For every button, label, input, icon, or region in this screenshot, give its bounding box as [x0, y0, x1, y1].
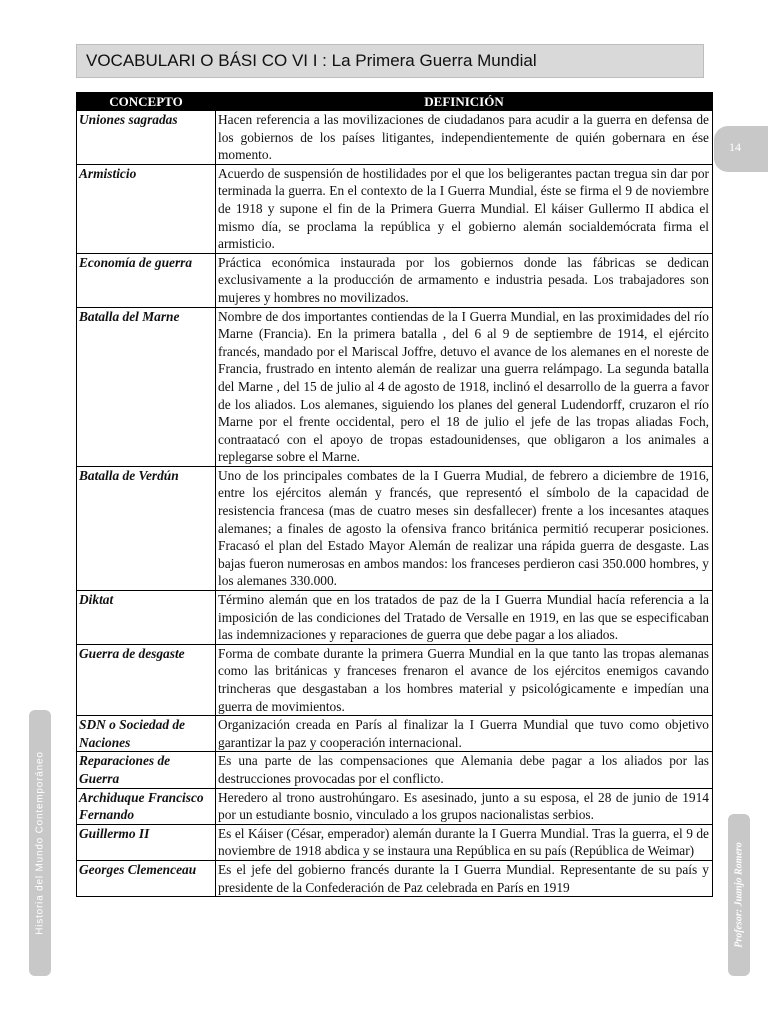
definition-cell: Hacen referencia a las movilizaciones de ciudadanos para acudir a la guerra en defensa de los gobiernos de los países litigantes, independientemente de quién gobernara en ése momento.: [216, 111, 713, 165]
table-row: [77, 860, 713, 896]
table-row: [77, 466, 713, 590]
definition-cell: Heredero al trono austrohúngaro. Es asesinado, junto a su esposa, el 28 de junio de 1914 por un estudiante bosnio, vinculado a los grupos nacionalistas serbios.: [216, 788, 713, 824]
table-row: [77, 591, 713, 645]
right-margin-tab: [728, 814, 750, 976]
concept-cell: Diktat: [77, 591, 216, 645]
right-margin-label: Profesor: Juanjo Romero: [733, 842, 745, 948]
concept-cell: SDN o Sociedad de Naciones: [77, 716, 216, 752]
table-row: [77, 307, 713, 466]
table-row: [77, 824, 713, 860]
left-margin-tab: [29, 710, 51, 976]
page-number-tab: [714, 126, 768, 172]
definition-column-header: DEFINICIÓN: [216, 93, 713, 111]
definition-cell: Nombre de dos importantes contiendas de la I Guerra Mundial, en las proximidades del río Marne (Francia). En la primera batalla , del 6 al 9 de septiembre de 1914, el ejército francés, mandado por el Mariscal Joffre, detuvo el avance de los alemanes en el noreste de Francia, frustrado en intento alemán de realizar una guerra relámpago. La segunda batalla del Marne , del 15 de julio al 4 de agosto de 1918, inclinó el desarrollo de la guerra a favor de los aliados. Los alemanes, siguiendo los planes del general Ludendorff, cruzaron el río Marne por el frente occidental, pero el 18 de julio el jefe de las tropas aliadas Foch, contraatacó con el apoyo de tropas estadounidenses, que obligaron a los animales a replegarse sobre el Marne.: [216, 307, 713, 466]
definition-cell: Organización creada en París al finalizar la I Guerra Mundial que tuvo como objetivo garantizar la paz y cooperación internacional.: [216, 716, 713, 752]
definition-cell: Es una parte de las compensaciones que Alemania debe pagar a los aliados por las destrucciones provocadas por el conflicto.: [216, 752, 713, 788]
concept-cell: Batalla del Marne: [77, 307, 216, 466]
table-row: [77, 644, 713, 715]
definition-cell: Acuerdo de suspensión de hostilidades por el que los beligerantes pactan tregua sin dar por terminada la guerra. En el contexto de la I Guerra Mundial, éste se firma el 9 de noviembre de 1918 y supone el fin de la Primera Guerra Mundial. El káiser Gullermo II abdica el mismo día, se proclama la república y el gobierno alemán socialdemócrata firma el armisticio.: [216, 164, 713, 253]
page-title: VOCABULARI O BÁSI CO VI I : La Primera Guerra Mundial: [86, 51, 537, 70]
left-margin-label: Historia del Mundo Contemporáneo: [34, 751, 46, 935]
vocabulary-table: [76, 92, 713, 897]
concept-cell: Guillermo II: [77, 824, 216, 860]
table-row: [77, 111, 713, 165]
title-bar: [76, 44, 704, 78]
concept-cell: Archiduque Francisco Fernando: [77, 788, 216, 824]
concept-cell: Uniones sagradas: [77, 111, 216, 165]
definition-cell: Forma de combate durante la primera Guerra Mundial en la que tanto las tropas alemanas como las británicas y franceses frenaron el avance de los ejércitos enemigos cavando trincheras que desgastaban a los hombres material y psicológicamente e impedían una guerra de movimientos.: [216, 644, 713, 715]
concept-cell: Georges Clemenceau: [77, 860, 216, 896]
definition-cell: Uno de los principales combates de la I Guerra Mudial, de febrero a diciembre de 1916, entre los ejércitos alemán y francés, que representó el símbolo de la capacidad de resistencia francesa (mas de cuatro meses sin desfallecer) frente a los incesantes ataques alemanes; a finales de agosto la ofensiva franco británica permitió recuperar posiciones. Fracasó el plan del Estado Mayor Alemán de realizar una rápida guerra de desgaste. Las bajas fueron numerosas en ambos mandos: los franceses perdieron casi 350.000 hombres, y los alemanes 330.000.: [216, 466, 713, 590]
definition-cell: Es el Káiser (César, emperador) alemán durante la I Guerra Mundial. Tras la guerra, el 9 de noviembre de 1918 abdica y se instaura una República en su país (República de Weimar): [216, 824, 713, 860]
page-number: 14: [729, 140, 741, 154]
concept-cell: Batalla de Verdún: [77, 466, 216, 590]
table-row: [77, 752, 713, 788]
concept-cell: Reparaciones de Guerra: [77, 752, 216, 788]
definition-cell: Es el jefe del gobierno francés durante la I Guerra Mundial. Representante de su país y presidente de la Confederación de Paz celebrada en París en 1919: [216, 860, 713, 896]
definition-cell: Término alemán que en los tratados de paz de la I Guerra Mundial hacía referencia a la imposición de las condiciones del Tratado de Versalle en 1919, en las que se especificaban las indemnizaciones y reparaciones de guerra que debe pagar a los aliados.: [216, 591, 713, 645]
concept-cell: Armisticio: [77, 164, 216, 253]
definition-cell: Práctica económica instaurada por los gobiernos donde las fábricas se dedican exclusivamente a la producción de armamento e industria pesada. Los trabajadores son mujeres y hombres no movilizados.: [216, 253, 713, 307]
table-header-row: [77, 93, 713, 111]
table-row: [77, 164, 713, 253]
concept-cell: Guerra de desgaste: [77, 644, 216, 715]
concept-cell: Economía de guerra: [77, 253, 216, 307]
table-row: [77, 716, 713, 752]
table-row: [77, 788, 713, 824]
table-row: [77, 253, 713, 307]
concept-column-header: CONCEPTO: [77, 93, 216, 111]
